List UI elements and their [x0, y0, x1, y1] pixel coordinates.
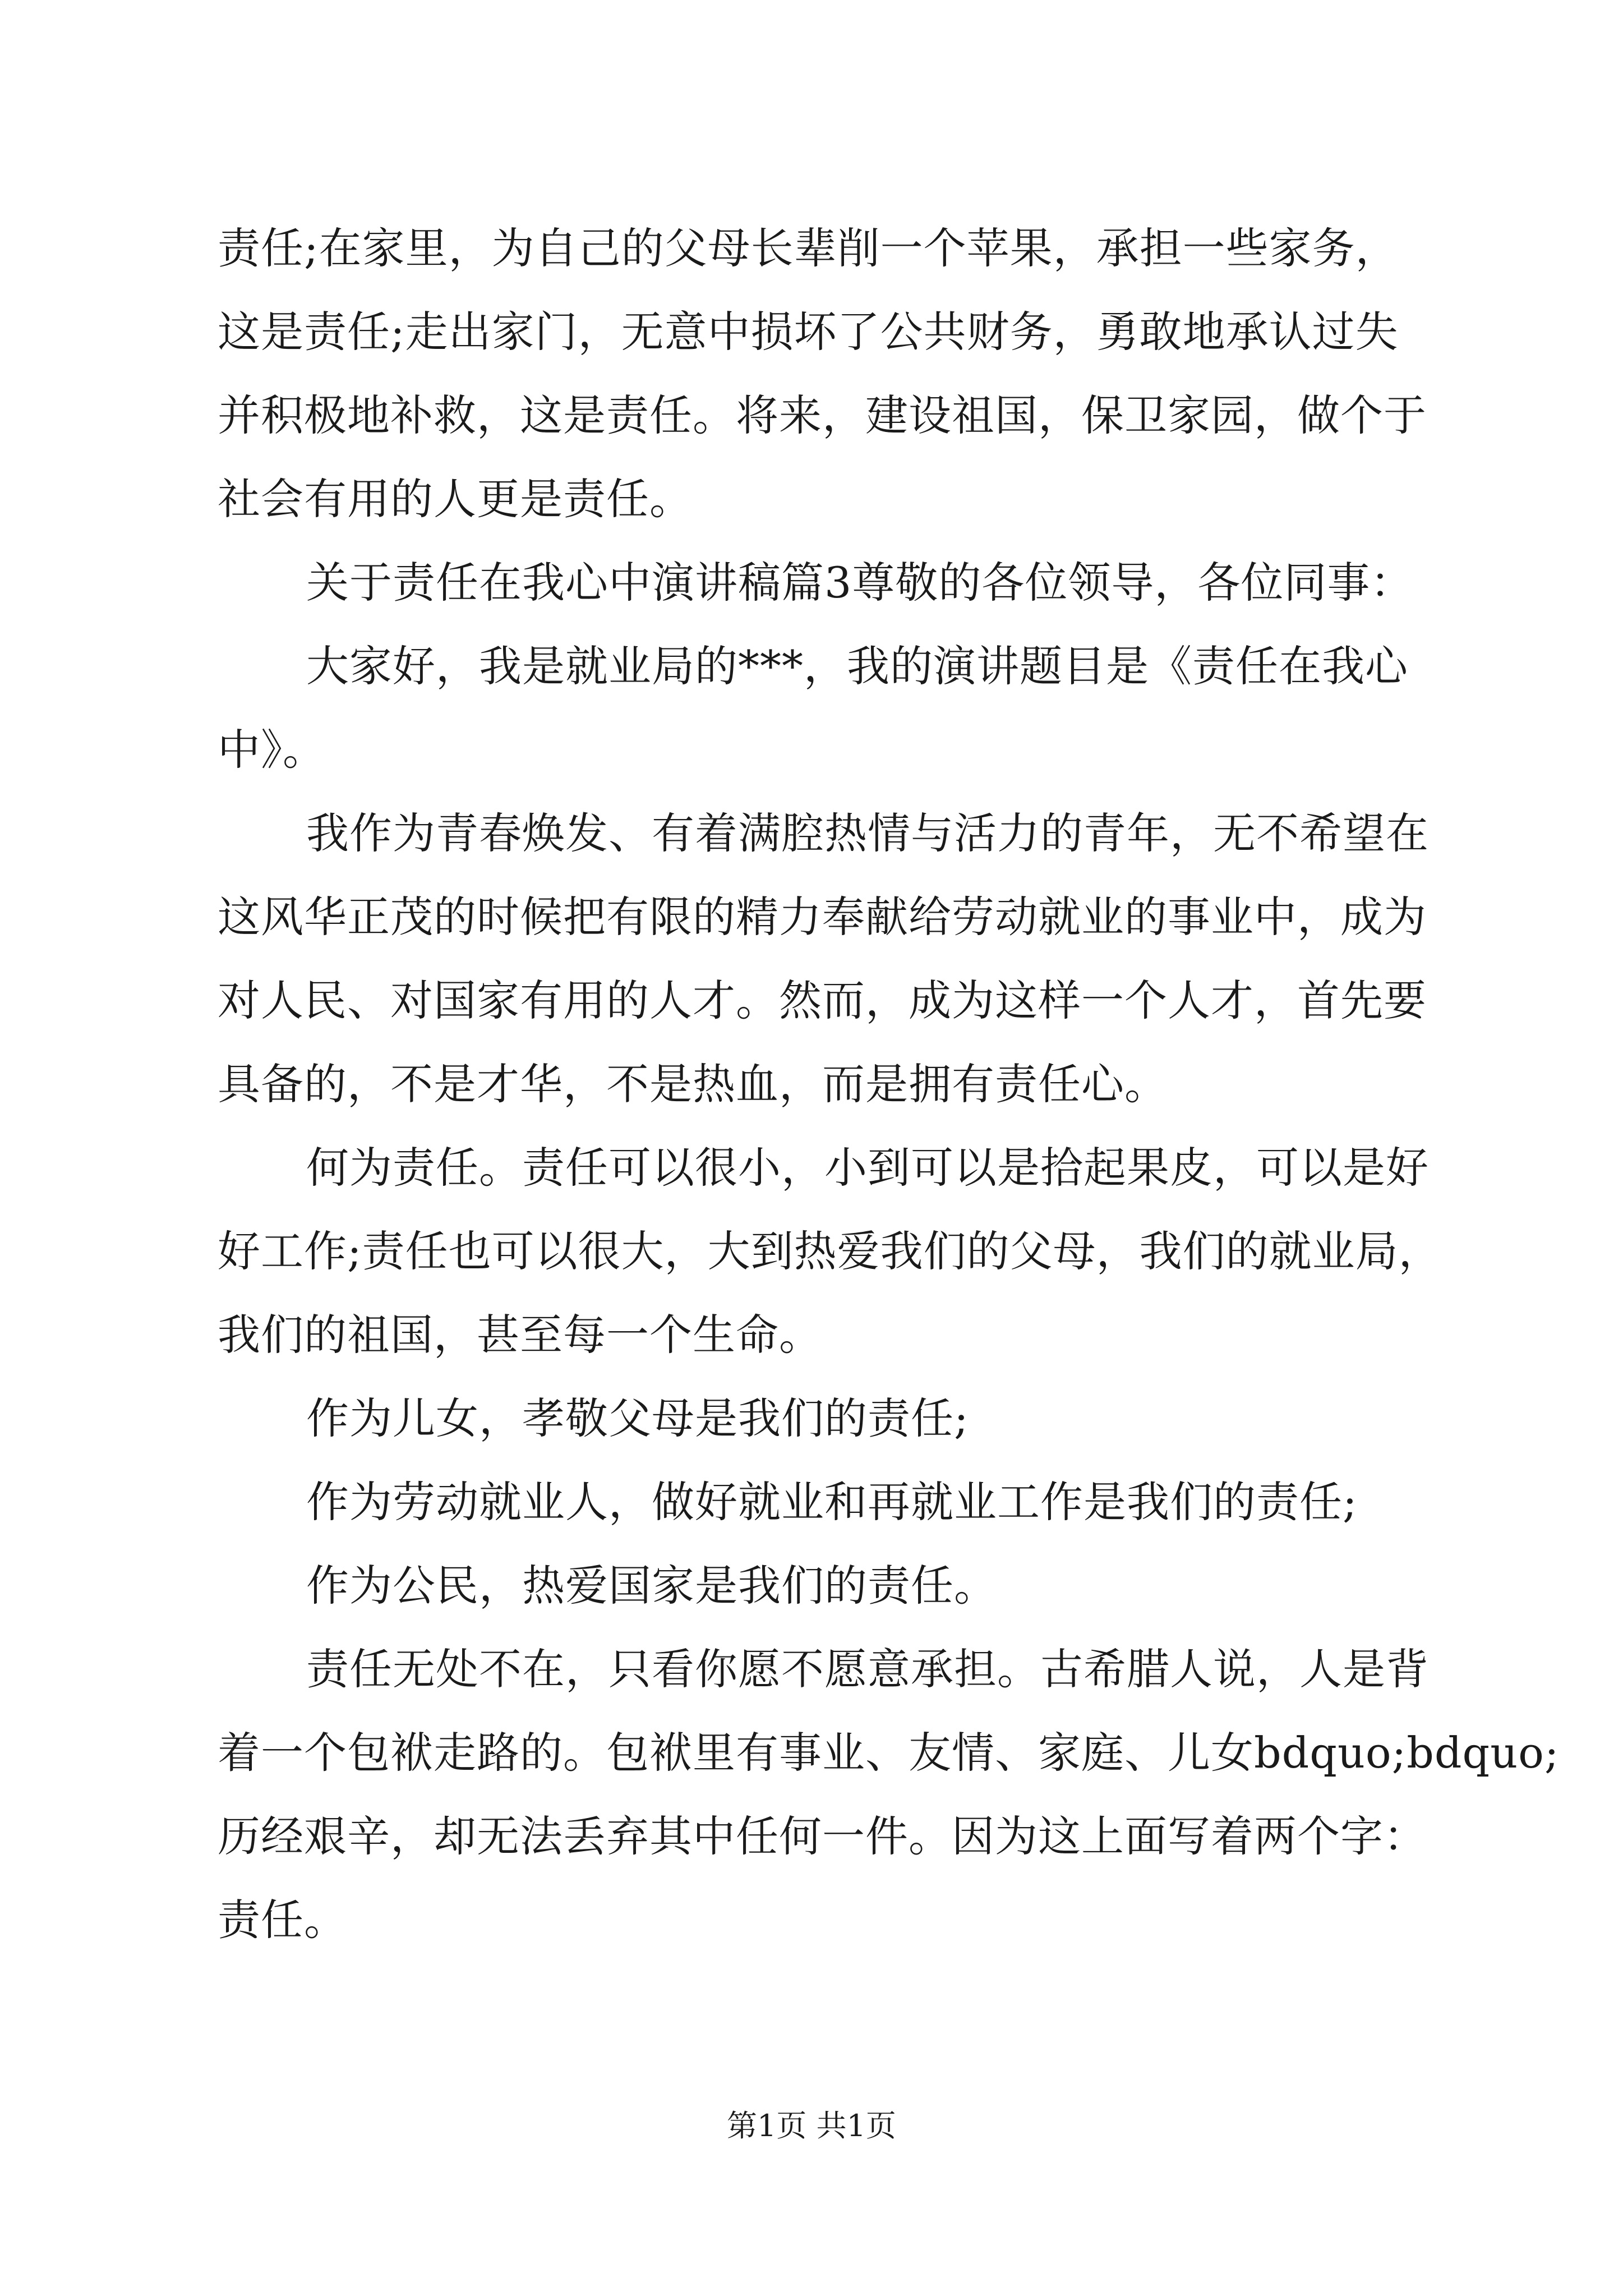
page-footer: 第1页 共1页 — [727, 2108, 896, 2143]
paragraph-start-line: 作为劳动就业人，做好就业和再就业工作是我们的责任; — [306, 1477, 1358, 1527]
text-line: 我们的祖国，甚至每一个生命。 — [218, 1310, 822, 1360]
text-line: 着一个包袱走路的。包袱里有事业、友情、家庭、儿女bdquo;bdquo; — [218, 1728, 1560, 1778]
paragraph-start-line: 我作为青春焕发、有着满腔热情与活力的青年，无不希望在 — [306, 808, 1429, 858]
document-body — [218, 206, 1560, 1962]
text-line: 历经艰辛，却无法丢弃其中任何一件。因为这上面写着两个字： — [218, 1811, 1427, 1861]
text-line: 责任;在家里，为自己的父母长辈削一个苹果，承担一些家务， — [218, 223, 1399, 273]
paragraph-start-line: 何为责任。责任可以很小，小到可以是拾起果皮，可以是好 — [306, 1143, 1429, 1193]
text-line: 对人民、对国家有用的人才。然而，成为这样一个人才，首先要 — [218, 976, 1427, 1025]
paragraph-start-line: 大家好，我是就业局的***，我的演讲题目是《责任在我心 — [306, 641, 1408, 691]
text-line: 中》。 — [218, 725, 326, 775]
text-line: 社会有用的人更是责任。 — [218, 474, 693, 524]
text-line: 具备的，不是才华，不是热血，而是拥有责任心。 — [218, 1059, 1168, 1109]
text-line: 好工作;责任也可以很大，大到热爱我们的父母，我们的就业局， — [218, 1226, 1442, 1276]
paragraph-start-line: 作为儿女，孝敬父母是我们的责任; — [306, 1393, 969, 1443]
text-line: 并积极地补救，这是责任。将来，建设祖国，保卫家园，做个于 — [218, 390, 1427, 440]
text-line: 这风华正茂的时候把有限的精力奉献给劳动就业的事业中，成为 — [218, 892, 1427, 942]
text-line: 这是责任;走出家门，无意中损坏了公共财务，勇敢地承认过失 — [218, 307, 1399, 357]
paragraph-start-line: 作为公民，热爱国家是我们的责任。 — [306, 1561, 997, 1611]
paragraph-start-line: 责任无处不在，只看你愿不愿意承担。古希腊人说，人是背 — [306, 1644, 1429, 1694]
paragraph-start-line: 关于责任在我心中演讲稿篇3尊敬的各位领导，各位同事： — [306, 558, 1414, 608]
text-line: 责任。 — [218, 1895, 347, 1945]
